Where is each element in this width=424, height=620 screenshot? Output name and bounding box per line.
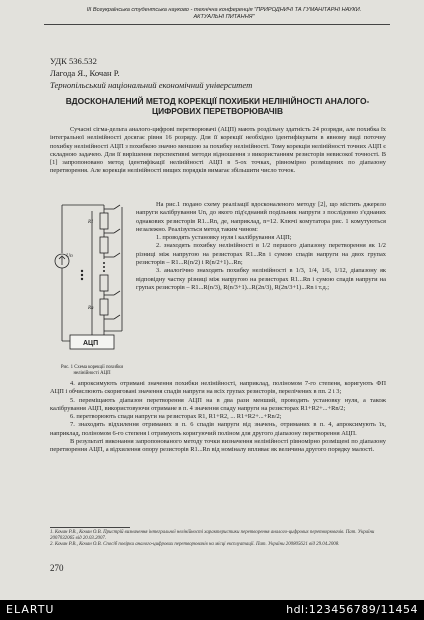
repository-label: ELARTU (6, 603, 55, 616)
un-label: Un (66, 253, 73, 259)
affiliation: Тернопільський національний економічний університет (50, 80, 253, 90)
rn-label: Rn (88, 306, 94, 311)
method-step-7: 7. знаходять відхилення отриманих в п. 6 спадів напруги від значень, отриманих в п. 4, апроксимують їх, наприклад, поліномом 6-го степеня і отримують коригуючий поліном для другого діапазону перетворення АЦП. (50, 421, 386, 437)
handle-id: hdl:123456789/11454 (286, 603, 418, 616)
udk-code: УДК 536.532 (50, 56, 97, 66)
figure-caption: Рис. 1 Схема корекції похибки нелінійності АЦП (60, 365, 124, 376)
method-step-1: 1. проводять установку нуля і калібрування АЦП; (156, 234, 292, 242)
footnote-2: 2. Кочан Р.В., Кочан О.В. Спосіб повірки аналого-цифрових перетворювачів на місці експлуатації. Пат. України 200805621 від 29.04.2008. (50, 542, 340, 548)
conference-header: ІІІ Всеукраїнська студентська науково - технічна конференція "ПРИРОДНИЧІ ТА ГУМАНІТАРНІ НАУКИ. АКТУАЛЬНІ ПИТАННЯ" (86, 7, 362, 20)
adc-block-label: АЦП (83, 340, 99, 347)
r1-label: R1 (88, 220, 94, 225)
footer-bar (0, 600, 424, 620)
circuit-diagram (52, 201, 130, 366)
method-step-3: 3. аналогічно знаходять похибку нелінійності в 1/3, 1/4, 1/6, 1/12, діапазону як відповідну частку різниці між напругою на резисторах R1...Rn і сумою спадів напруги на групах резисторів – R1...R(n/3), R(n/3+1)...R(2n/3), R(2n/3+1)...Rn і т.д.; (136, 267, 386, 291)
paragraph-method: На рис.1 подано схему реалізації вдосконаленого методу [2], що містить джерело напруги калібрування Un, до якого під'єднаний подільник напруги з послідовно з'єднаних однакових резисторів R1...Rn, де, наприклад, n=12. Ключі комутатора рис. 1 комутуються незалежно. Реалізується метод таким чином: (136, 201, 386, 233)
method-section (136, 201, 386, 292)
authors: Лагода Я., Кочан Р. (50, 68, 120, 78)
method-step-6: 6. перетворюють спади напруги на резисторах R1, R1+R2, ... R1+R2+...+Rn/2; (70, 413, 282, 421)
method-step-5: 5. переміщають діапазон перетворення АЦП на в два рази менший, проводять установку нуля, а також калібрування АЦП, використовуючи отримане в п. 4 значення спаду напруги на резисторах R1+R2+...+Rn/2; (50, 396, 386, 412)
footnote-rule (50, 527, 130, 528)
circuit-figure (52, 201, 130, 366)
method-step-4: 4. апроксимують отримані значення похибки нелінійності, наприклад, поліномом 7-го степеня, коригують ФП АЦП і обчислюють скориговані значення спадів напруги на всіх групах резисторів, перелічених в пп. 2 і 3; (50, 380, 386, 396)
paragraph-conclusion: В результаті виконання запропонованого методу точки визначення нелінійності рівномірно розміщені по діапазону перетворення АЦП, а відхилення опору резисторів R1...Rn від номіналу впливає як величина другого порядку малості. (50, 438, 386, 454)
header-rule (44, 24, 390, 25)
article-title: ВДОСКОНАЛЕНИЙ МЕТОД КОРЕКЦІЇ ПОХИБКИ НЕЛІНІЙНОСТІ АНАЛОГО-ЦИФРОВИХ ПЕРЕТВОРЮВАЧІВ (65, 96, 370, 117)
paragraph-intro: Сучасні сігма-дельта аналого-цифрові перетворювачі (АЦП) мають роздільну здатність 24 розряди, але похибка їх інтегральної нелінійності досягає рівня 16 розряду. Для її корекції необхідно ідентифікувати в явному виді поточну похибку нелінійності АЦП з похибкою значно меншою за похибку нелінійності. Тому корекція нелінійності точних АЦП є складною задачею. Для її вирішення перспективні методи відношення з використанням резисторів невисокої точності. В [1] запропоновано метод ідентифікації нелінійності АЦП в 5-ох точках, рівномірно розміщених по діапазону перетворення. Але корекція нелінійності вищих порядків вимагає збільшити число точок. (50, 126, 386, 175)
method-step-2: 2. знаходять похибку нелінійності в 1/2 першого діапазону перетворення як 1/2 різниці між напругою на резисторах R1...Rn і сумою спадів напруги на двох групах резисторів – R1...R(n/2) і R(n/2+1)...Rn; (136, 242, 386, 267)
method-continuation (50, 380, 386, 455)
page-number: 270 (50, 563, 64, 573)
footnotes (50, 530, 386, 549)
footnote-1: 1. Кочан Р.В., Кочан О.В. Пристрій визначення інтегральної нелінійності характеристики перетворення аналого-цифрових перетворювачів. Пат. України 2007032065 від 20.03.2007. (50, 530, 375, 542)
